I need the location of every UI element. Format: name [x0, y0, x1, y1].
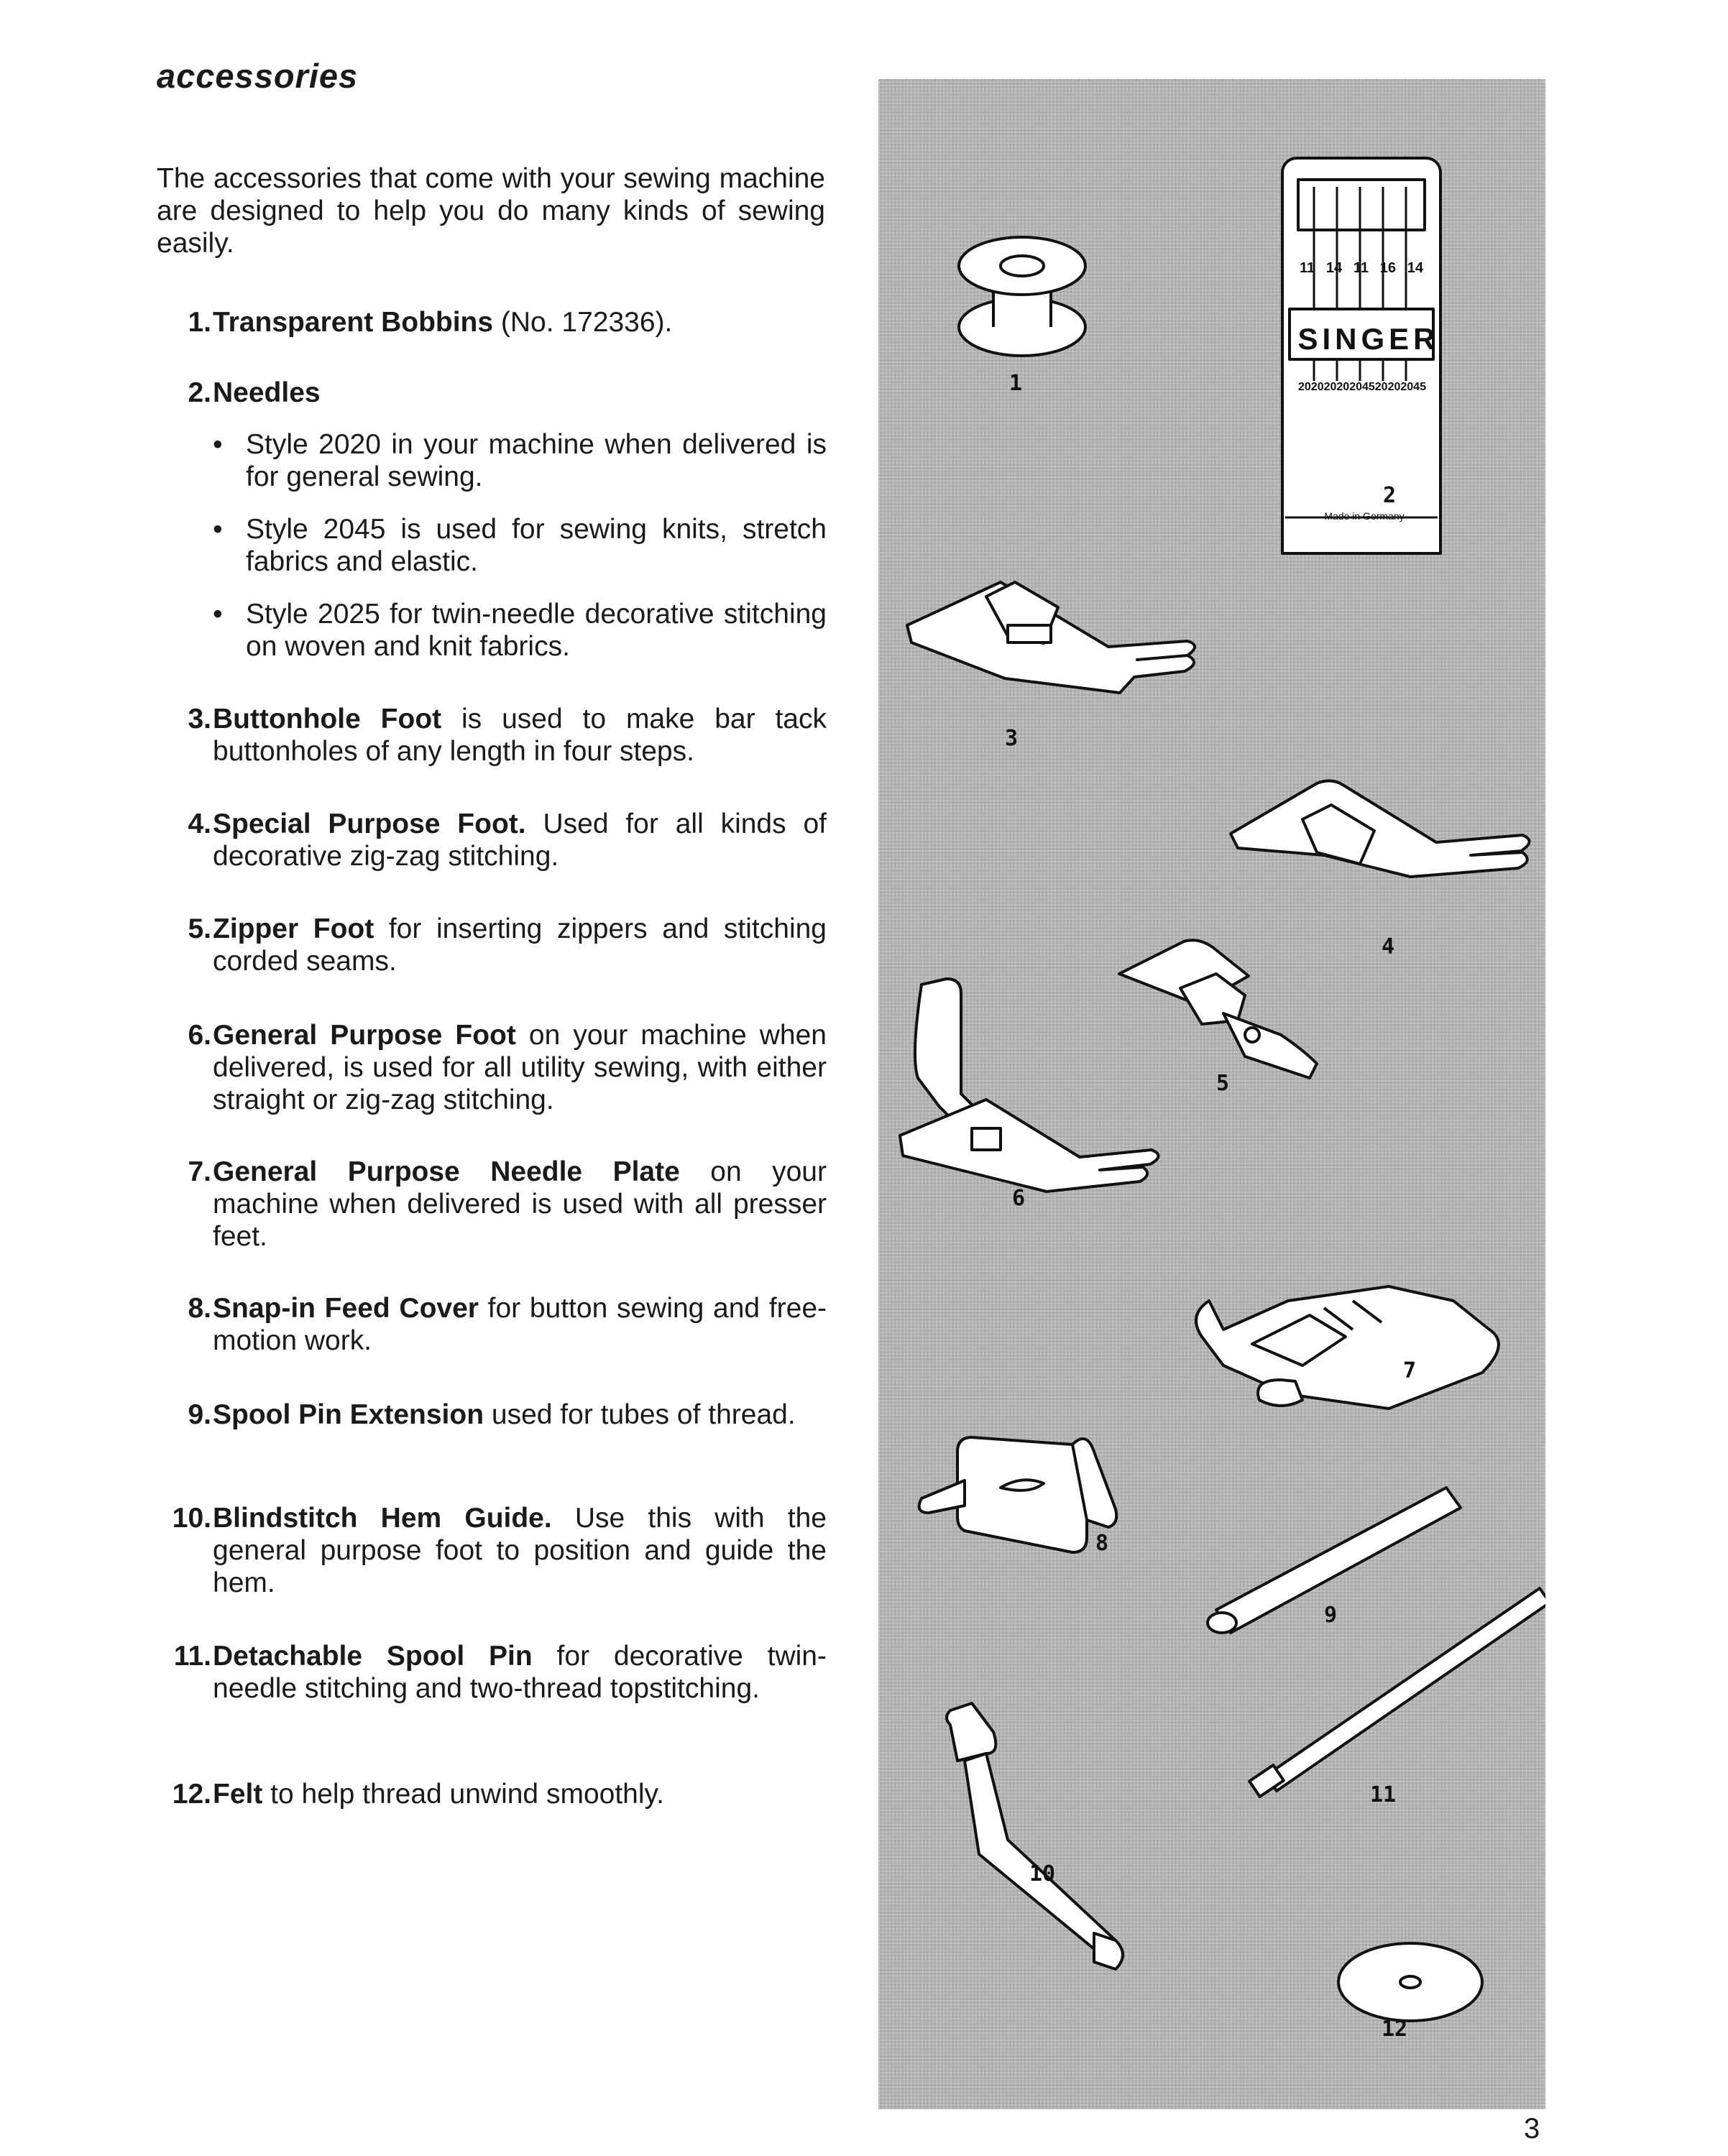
list-item	[157, 1640, 827, 1705]
figure-label: 4	[1382, 934, 1395, 959]
item-description: on your machine when delivered, is used for all utility sewing, with either straight or zig-zag stitching.	[213, 1020, 827, 1115]
item-name: Needles	[213, 377, 321, 408]
item-name: Felt	[213, 1779, 263, 1810]
page-number: 3	[1524, 2113, 1540, 2145]
special-purpose-foot-icon	[1231, 780, 1530, 877]
item-name: Transparent Bobbins	[213, 307, 494, 338]
item-name: Snap-in Feed Cover	[213, 1293, 479, 1324]
list-item	[157, 1502, 827, 1599]
figure-label: 8	[1095, 1531, 1109, 1556]
item-number: 10.	[172, 1503, 211, 1534]
needle-pack-sizes: 11 14 11 16 14	[1300, 260, 1423, 276]
item-name: Spool Pin Extension	[213, 1399, 484, 1430]
item-number: 12.	[172, 1779, 211, 1810]
figure-label: 5	[1216, 1071, 1230, 1096]
item-name: Detachable Spool Pin	[213, 1641, 533, 1672]
item-number: 3.	[188, 704, 211, 734]
item-name: Zipper Foot	[213, 913, 374, 944]
intro-paragraph: The accessories that come with your sewing machine are designed to help you do many kinds of sewing easily.	[157, 163, 825, 259]
figure-label: 7	[1403, 1358, 1417, 1383]
item-description: (No. 172336).	[493, 307, 673, 338]
figure-label: 6	[1012, 1186, 1026, 1211]
item-number: 9.	[188, 1399, 211, 1430]
felt-icon	[1338, 1943, 1482, 2021]
needle-pack-footer: Made in Germany	[1324, 510, 1405, 522]
list-item	[157, 1399, 827, 1431]
item-description: Use this with the general purpose foot to position and guide the hem.	[213, 1503, 827, 1598]
bullet-icon: •	[213, 429, 223, 460]
figure-label: 11	[1370, 1782, 1397, 1807]
item-description: for button sewing and free-motion work.	[213, 1293, 827, 1356]
accessories-illustration	[878, 79, 1545, 2109]
item-number: 6.	[188, 1020, 211, 1051]
list-item	[157, 1156, 827, 1253]
item-name: General Purpose Foot	[213, 1020, 516, 1051]
buttonhole-foot-icon	[907, 582, 1195, 693]
figure-label: 10	[1029, 1861, 1056, 1886]
list-item	[157, 808, 827, 872]
figure-label: 3	[1005, 726, 1019, 751]
list-item	[157, 1019, 827, 1116]
needle-plate-icon	[1196, 1286, 1499, 1409]
item-number: 2.	[188, 377, 211, 408]
list-item	[157, 377, 827, 409]
item-description: for inserting zippers and stitching corded seams.	[213, 913, 827, 977]
list-item	[157, 1778, 827, 1810]
item-number: 8.	[188, 1293, 211, 1324]
detachable-spool-pin-icon	[1249, 1588, 1545, 1797]
item-description: used for tubes of thread.	[484, 1399, 796, 1430]
list-item	[157, 1292, 827, 1357]
figure-label: 2	[1383, 483, 1397, 508]
list-item	[157, 913, 827, 977]
list-item: • Style 2025 for twin-needle decorative stitching on woven and knit fabrics.	[213, 599, 827, 662]
figure-label: 12	[1382, 2017, 1408, 2042]
feed-cover-icon	[919, 1437, 1117, 1552]
hem-guide-icon	[947, 1703, 1123, 1969]
accessories-drawing	[878, 79, 1545, 2109]
zipper-foot-icon	[1119, 940, 1317, 1078]
general-purpose-foot-icon	[900, 979, 1159, 1192]
list-item	[157, 306, 827, 338]
list-item: • Style 2045 is used for sewing knits, stretch fabrics and elastic.	[213, 514, 827, 577]
item-name: Blindstitch Hem Guide.	[213, 1503, 552, 1534]
item-number: 1.	[188, 307, 211, 338]
figure-label: 1	[1009, 371, 1023, 396]
bullet-icon: •	[213, 599, 223, 630]
page-title: accessories	[157, 57, 359, 95]
item-description: is used to make bar tack buttonholes of any length in four steps.	[213, 704, 827, 767]
bobbin-icon	[959, 237, 1085, 356]
item-description: to help thread unwind smoothly.	[262, 1779, 664, 1810]
needle-pack-styles: 2020 2020 2045 2020 2045	[1298, 381, 1426, 393]
item-description: for decorative twin-needle stitching and two-thread topstitching.	[213, 1641, 827, 1704]
item-name: Special Purpose Foot.	[213, 808, 526, 839]
item-number: 7.	[188, 1156, 211, 1187]
list-item: • Style 2020 in your machine when delivered is for general sewing.	[213, 429, 827, 492]
item-number: 11.	[173, 1641, 211, 1672]
figure-label: 9	[1324, 1603, 1338, 1628]
item-name: Buttonhole Foot	[213, 704, 442, 734]
bullet-icon: •	[213, 514, 223, 545]
item-number: 4.	[188, 808, 211, 839]
needle-pack-brand: SINGER	[1297, 322, 1440, 356]
list-item	[157, 703, 827, 768]
item-name: General Purpose Needle Plate	[213, 1156, 680, 1187]
item-number: 5.	[188, 913, 211, 944]
item-description: Used for all kinds of decorative zig-zag stitching.	[213, 808, 827, 872]
item-description: on your machine when delivered is used with all presser feet.	[213, 1156, 827, 1252]
